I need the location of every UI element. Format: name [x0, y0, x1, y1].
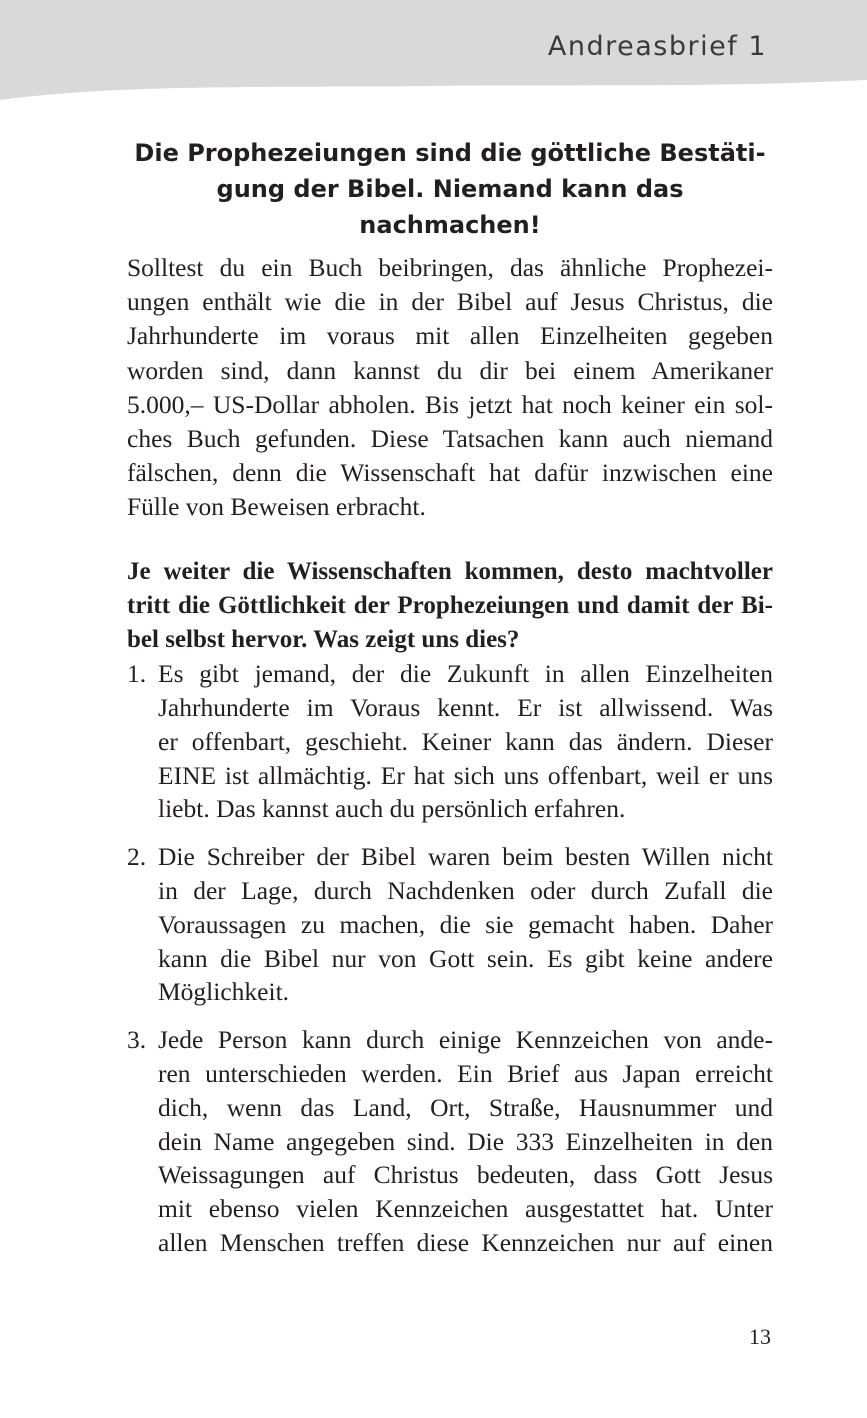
- list-item-line: Jahrhunderte im Voraus kennt. Er ist allwissend. Was: [158, 693, 773, 723]
- list-item-line: Jede Person kann durch einige Kennzeichen von ande-: [158, 1025, 773, 1055]
- list-item-line: EINE ist allmächtig. Er hat sich uns offenbart, weil er uns: [158, 760, 773, 790]
- list-item-line: er offenbart, geschieht. Keiner kann das ändern. Dieser: [158, 726, 773, 756]
- list-item: [127, 840, 773, 1009]
- list-item-line: Es gibt jemand, der die Zukunft in allen Einzelheiten: [158, 659, 773, 689]
- list-item-line: kann die Bibel nur von Gott sein. Es gibt keine andere: [158, 943, 773, 973]
- paragraph-line: worden sind, dann kannst du dir bei einem Amerikaner: [127, 355, 773, 385]
- list-item: [127, 657, 773, 826]
- list-item-number: 1.: [127, 659, 147, 689]
- running-header-title: Andreasbrief 1: [547, 31, 767, 62]
- paragraph-line: Fülle von Beweisen erbracht.: [127, 492, 426, 522]
- list-item-line: ren unterschieden werden. Ein Brief aus Japan erreicht: [158, 1059, 773, 1088]
- paragraph-line: fälschen, denn die Wissenschaft hat dafür inzwischen eine: [127, 458, 773, 488]
- section-heading: [127, 135, 773, 243]
- paragraph-line: tritt die Göttlichkeit der Prophezeiungen und damit der Bi-: [127, 591, 773, 619]
- paragraph-line: Solltest du ein Buch beibringen, das ähnliche Prophezei-: [127, 253, 773, 282]
- list-item-line: dein Name angegeben sind. Die 333 Einzelheiten in den: [158, 1126, 773, 1156]
- heading-line: gung der Bibel. Niemand kann das nachmachen!: [216, 175, 684, 239]
- list-item-line: Weissagungen auf Christus bedeuten, dass Gott Jesus: [158, 1160, 773, 1190]
- paragraph-line: ungen enthält wie die in der Bibel auf Jesus Christus, die: [127, 287, 773, 317]
- paragraph-line: bel selbst hervor. Was zeigt uns dies?: [127, 626, 520, 654]
- list-item-line: liebt. Das kannst auch du persönlich erfahren.: [158, 794, 626, 824]
- list-item-line: Möglichkeit.: [158, 977, 290, 1007]
- page-number: 13: [749, 1324, 771, 1349]
- heading-line: Die Prophezeiungen sind die göttliche Bestäti-: [134, 139, 766, 167]
- paragraph-line: Jahrhunderte im voraus mit allen Einzelheiten gegeben: [127, 321, 773, 351]
- paragraph-line: 5.000,– US-Dollar abholen. Bis jetzt hat noch keiner ein sol-: [127, 389, 773, 419]
- paragraph-line: Je weiter die Wissenschaften kommen, desto machtvoller: [127, 557, 773, 585]
- list-item-number: 3.: [127, 1025, 147, 1055]
- list-item-number: 2.: [127, 842, 147, 872]
- list-item: [127, 1023, 773, 1260]
- numbered-list: [127, 657, 773, 1260]
- page-content: [127, 135, 773, 1260]
- paragraph-line: ches Buch gefunden. Diese Tatsachen kann auch niemand: [127, 424, 773, 454]
- intro-paragraph: [127, 251, 773, 525]
- list-item-line: in der Lage, durch Nachdenken oder durch Zufall die: [158, 876, 773, 906]
- list-item-line: dich, wenn das Land, Ort, Straße, Hausnummer und: [158, 1092, 773, 1122]
- bold-question-paragraph: [127, 555, 773, 658]
- list-item-line: Die Schreiber der Bibel waren beim besten Willen nicht: [158, 842, 773, 872]
- list-item-line: allen Menschen treffen diese Kennzeichen nur auf einen: [158, 1227, 773, 1257]
- list-item-line: mit ebenso vielen Kennzeichen ausgestattet hat. Unter: [158, 1194, 773, 1224]
- list-item-line: Voraussagen zu machen, die sie gemacht haben. Daher: [158, 909, 773, 939]
